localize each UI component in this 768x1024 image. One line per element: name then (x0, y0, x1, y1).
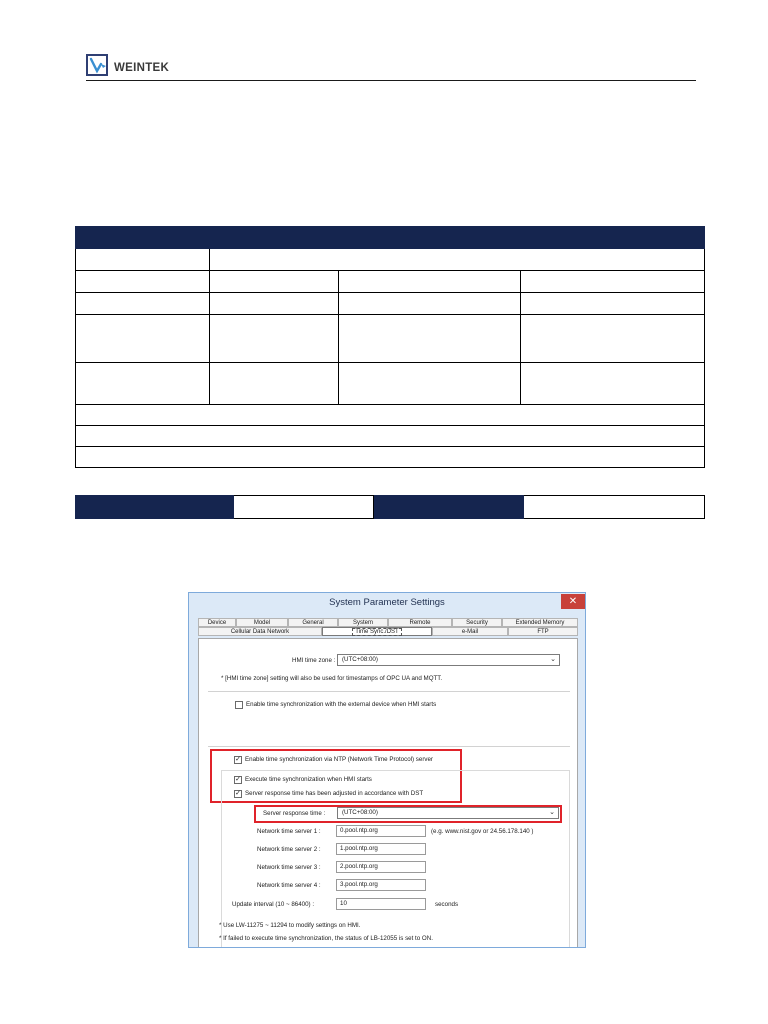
table-row (76, 293, 705, 315)
tab-general[interactable]: General (288, 618, 338, 627)
tab-device[interactable]: Device (198, 618, 236, 627)
weintek-logo-icon (86, 54, 110, 78)
table-cell (521, 363, 705, 405)
time-server-input-3[interactable]: 2.pool.ntp.org (336, 861, 426, 873)
table-row (76, 363, 705, 405)
time-server-input-1[interactable]: 0.pool.ntp.org (336, 825, 426, 837)
hmi-time-zone-select[interactable] (337, 654, 560, 666)
table-cell (76, 363, 210, 405)
external-sync-checkbox[interactable] (235, 701, 243, 709)
execute-sync-label: Execute time synchronization when HMI starts (245, 776, 372, 783)
table-cell (339, 363, 521, 405)
tab-model[interactable]: Model (236, 618, 288, 627)
time-zone-note: * [HMI time zone] setting will also be used for timestamps of OPC UA and MQTT. (221, 675, 443, 682)
table-cell (210, 315, 339, 363)
tab-time-sync-dst[interactable] (322, 627, 432, 636)
server-response-value: (UTC+08:00) (342, 809, 378, 816)
time-server-label-2: Network time server 2 : (257, 846, 321, 853)
tab-time-sync-dst-label: Time Sync./DST (355, 629, 399, 635)
table-cell (210, 363, 339, 405)
table-cell (339, 271, 521, 293)
time-server-input-4[interactable]: 3.pool.ntp.org (336, 879, 426, 891)
hmi-time-zone-value: (UTC+08:00) (342, 656, 378, 663)
table-row (76, 405, 705, 426)
spec-header-cell (210, 227, 339, 249)
footnote-lw-range: * Use LW-11275 ~ 11294 to modify settings on HMI. (219, 922, 361, 929)
table-cell (210, 293, 339, 315)
info-value-cell (234, 496, 374, 519)
update-interval-unit: seconds (435, 901, 459, 908)
server-response-select[interactable] (337, 807, 559, 819)
time-server-input-2[interactable]: 1.pool.ntp.org (336, 843, 426, 855)
spec-table-header-row (76, 227, 705, 249)
tab-security[interactable]: Security (452, 618, 502, 627)
logo-text: WEINTEK (114, 62, 170, 74)
table-cell (76, 249, 210, 271)
table-cell (339, 293, 521, 315)
update-interval-label: Update interval (10 ~ 86400) : (232, 901, 315, 908)
table-cell (521, 293, 705, 315)
table-row (76, 271, 705, 293)
update-interval-input[interactable]: 10 (336, 898, 426, 910)
table-cell (76, 426, 705, 447)
time-server-example: (e.g. www.nist.gov or 24.56.178.140 ) (431, 828, 534, 835)
spec-header-cell (521, 227, 705, 249)
table-cell (76, 405, 705, 426)
divider (208, 691, 570, 692)
dst-adjusted-label: Server response time has been adjusted in accordance with DST (245, 790, 424, 797)
info-table (75, 495, 705, 519)
dst-adjusted-checkbox[interactable]: ✓ (235, 790, 241, 797)
time-server-label-1: Network time server 1 : (257, 828, 321, 835)
table-cell (76, 315, 210, 363)
hmi-time-zone-label: HMI time zone : (292, 657, 336, 664)
chevron-down-icon: ⌄ (550, 656, 556, 663)
table-cell (521, 315, 705, 363)
footnote-lb-status: * If failed to execute time synchronization, the status of LB-12055 is set to ON. (219, 935, 433, 942)
execute-sync-checkbox[interactable]: ✓ (235, 776, 241, 783)
table-row (76, 447, 705, 468)
spec-table (75, 226, 705, 468)
time-sync-panel (198, 638, 578, 948)
header-rule (86, 80, 696, 81)
table-row (76, 426, 705, 447)
table-cell (76, 271, 210, 293)
tab-ftp[interactable]: FTP (508, 627, 578, 636)
table-cell (210, 271, 339, 293)
tab-system[interactable]: System (338, 618, 388, 627)
tab-email[interactable]: e-Mail (432, 627, 508, 636)
info-label-cell (374, 496, 524, 519)
time-server-label-3: Network time server 3 : (257, 864, 321, 871)
dialog-title: System Parameter Settings (329, 597, 445, 608)
table-row (76, 496, 705, 519)
info-value-cell (524, 496, 705, 519)
tab-remote[interactable]: Remote (388, 618, 452, 627)
ntp-enable-label: Enable time synchronization via NTP (Network Time Protocol) server (245, 756, 433, 763)
table-cell (339, 315, 521, 363)
external-sync-label: Enable time synchronization with the external device when HMI starts (246, 701, 437, 708)
time-server-label-4: Network time server 4 : (257, 882, 321, 889)
spec-header-cell (76, 227, 210, 249)
table-row (76, 315, 705, 363)
divider (208, 746, 570, 747)
table-cell (76, 293, 210, 315)
tab-extended-memory[interactable]: Extended Memory (502, 618, 578, 627)
table-row (76, 249, 705, 271)
chevron-down-icon: ⌄ (549, 809, 555, 816)
tab-cellular-data-network[interactable]: Cellular Data Network (198, 627, 322, 636)
close-icon[interactable]: ✕ (561, 594, 585, 609)
table-cell (76, 447, 705, 468)
info-label-cell (76, 496, 234, 519)
company-logo (86, 54, 206, 80)
ntp-enable-checkbox[interactable]: ✓ (235, 756, 241, 763)
server-response-label: Server response time : (263, 810, 326, 817)
table-cell (521, 271, 705, 293)
table-cell (210, 249, 705, 271)
spec-header-cell (339, 227, 521, 249)
system-parameter-settings-dialog (188, 592, 586, 948)
